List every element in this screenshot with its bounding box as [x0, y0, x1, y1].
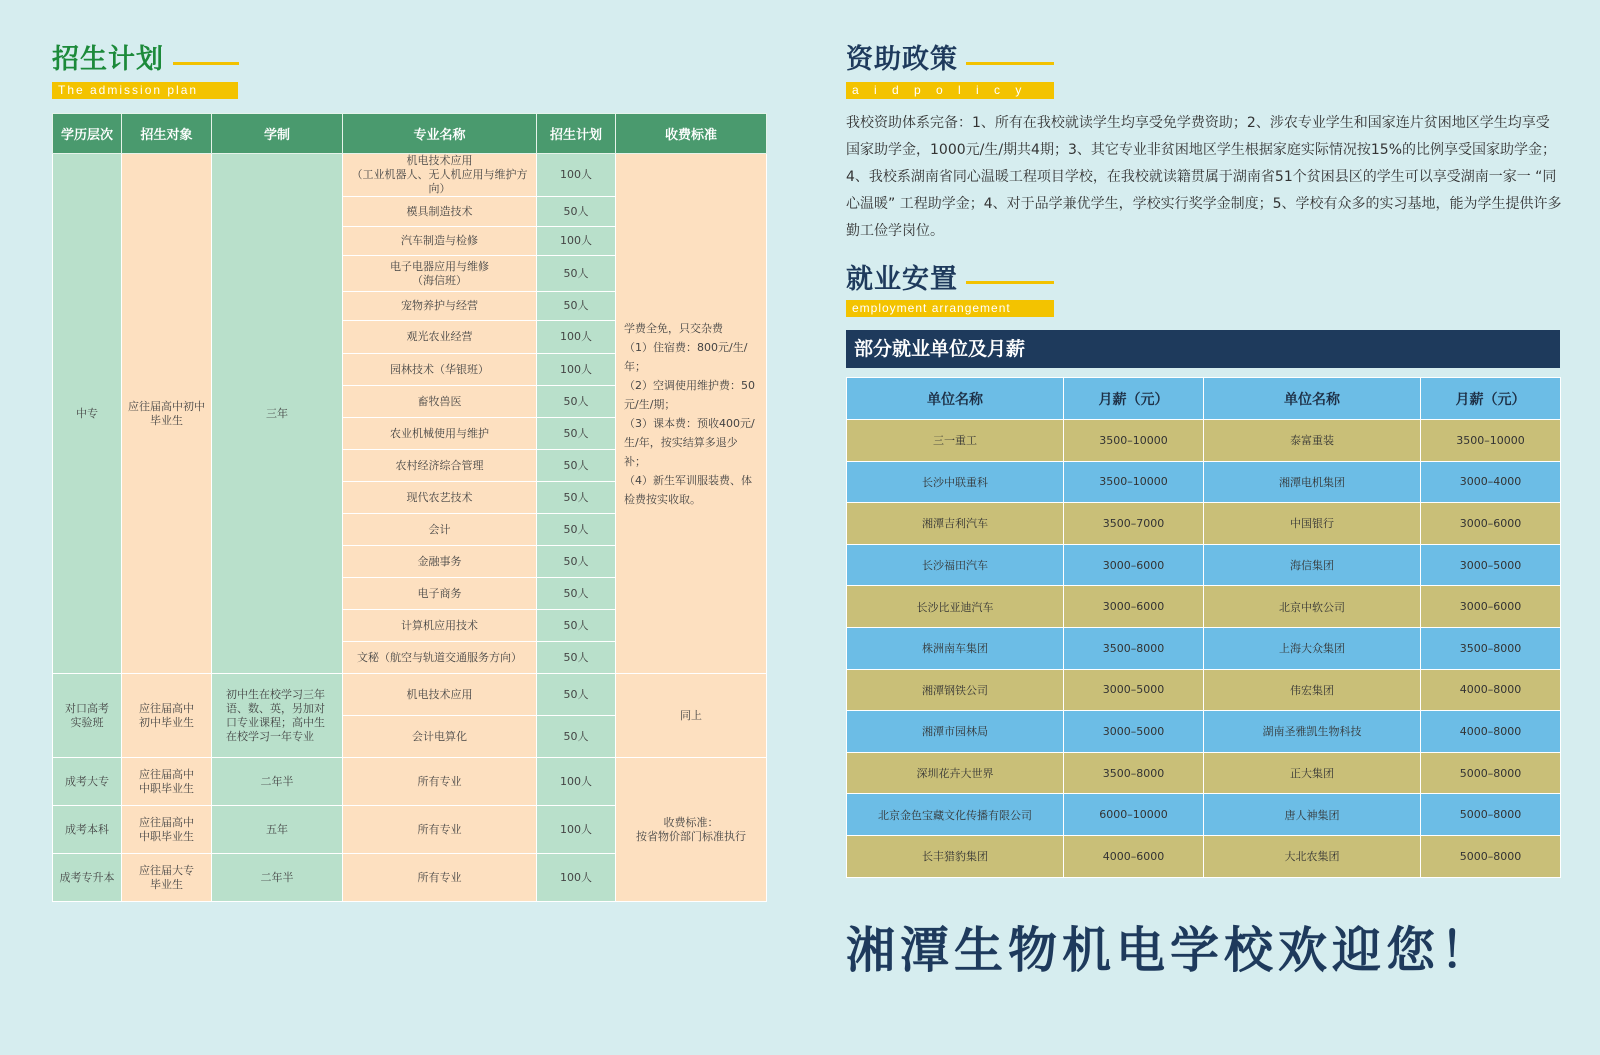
- company-cell: 长沙福田汽车: [847, 544, 1064, 586]
- company-cell: 深圳花卉大世界: [847, 752, 1064, 794]
- fee-cell: 收费标准： 按省物价部门标准执行: [616, 758, 767, 902]
- employment-table: [846, 377, 1561, 878]
- company-cell: 正大集团: [1204, 752, 1421, 794]
- table-row: [847, 835, 1561, 877]
- plan-cell: 50人: [537, 610, 616, 642]
- salary-cell: 3000–5000: [1064, 711, 1204, 753]
- major-cell: 所有专业: [343, 758, 537, 806]
- fee-cell: 同上: [616, 674, 767, 758]
- table-row: [847, 420, 1561, 462]
- salary-cell: 3000–6000: [1421, 503, 1561, 545]
- salary-cell: 3500–7000: [1064, 503, 1204, 545]
- admission-table: [52, 113, 767, 902]
- company-cell: 湘潭钢铁公司: [847, 669, 1064, 711]
- employment-header-row: [847, 378, 1561, 420]
- plan-cell: 50人: [537, 450, 616, 482]
- table-row: [847, 627, 1561, 669]
- company-cell: 唐人神集团: [1204, 794, 1421, 836]
- salary-cell: 6000–10000: [1064, 794, 1204, 836]
- major-cell: 园林技术（华银班）: [343, 354, 537, 386]
- salary-cell: 3500–8000: [1064, 627, 1204, 669]
- aid-policy-text: 我校资助体系完备：1、所有在我校就读学生均享受免学费资助；2、涉农专业学生和国家连片贫困地区学生均享受国家助学金，1000元/生/期共4期；3、其它专业非贫困地区学生根据家庭实际情况按15%的比例享受国家助学金；4、我校系湖南省同心温暖工程项目学校，在我校就读籍贯属于湖南省51个贫困县区的学生可以享受湖南一家一 “同心温暖” 工程助学金；4、对于品学兼优学生，学校实行奖学金制度；5、学校有众多的实习基地，能为学生提供许多勤工俭学岗位。: [846, 115, 1562, 239]
- employment-title: 就业安置: [846, 264, 958, 295]
- admission-title: 招生计划: [52, 44, 164, 75]
- plan-cell: 50人: [537, 578, 616, 610]
- aid-title: 资助政策: [846, 44, 958, 75]
- major-cell: 电子商务: [343, 578, 537, 610]
- employment-heading: [846, 264, 958, 296]
- company-cell: 株洲南车集团: [847, 627, 1064, 669]
- table-row: [847, 586, 1561, 628]
- major-cell: 会计: [343, 514, 537, 546]
- duration-cell: 三年: [212, 154, 343, 674]
- duration-cell: 五年: [212, 806, 343, 854]
- level-cell: 成考本科: [53, 806, 122, 854]
- table-row: [53, 758, 767, 806]
- salary-cell: 3000–6000: [1064, 586, 1204, 628]
- major-cell: 计算机应用技术: [343, 610, 537, 642]
- company-cell: 泰富重装: [1204, 420, 1421, 462]
- table-row: [847, 752, 1561, 794]
- company-cell: 北京金色宝藏文化传播有限公司: [847, 794, 1064, 836]
- table-row: [53, 154, 767, 197]
- salary-cell: 4000–6000: [1064, 835, 1204, 877]
- plan-cell: 50人: [537, 256, 616, 292]
- plan-cell: 50人: [537, 642, 616, 674]
- major-cell: 所有专业: [343, 854, 537, 902]
- company-cell: 湘潭电机集团: [1204, 461, 1421, 503]
- duration-cell: 二年半: [212, 854, 343, 902]
- major-cell: 现代农艺技术: [343, 482, 537, 514]
- target-cell: 应往届高中 中职毕业生: [122, 806, 212, 854]
- salary-cell: 5000–8000: [1421, 835, 1561, 877]
- company-cell: 湖南圣雅凯生物科技: [1204, 711, 1421, 753]
- level-cell: 中专: [53, 154, 122, 674]
- major-cell: 机电技术应用: [343, 674, 537, 716]
- plan-cell: 100人: [537, 321, 616, 354]
- plan-cell: 50人: [537, 514, 616, 546]
- salary-cell: 3000–5000: [1421, 544, 1561, 586]
- major-cell: 农业机械使用与维护: [343, 418, 537, 450]
- major-cell: 畜牧兽医: [343, 386, 537, 418]
- major-cell: 宠物养护与经营: [343, 292, 537, 321]
- table-row: [847, 669, 1561, 711]
- plan-cell: 100人: [537, 854, 616, 902]
- company-cell: 长沙中联重科: [847, 461, 1064, 503]
- table-row: [53, 674, 767, 716]
- duration-cell: 二年半: [212, 758, 343, 806]
- plan-cell: 50人: [537, 292, 616, 321]
- salary-cell: 4000–8000: [1421, 711, 1561, 753]
- admission-subtitle: The admission plan: [52, 82, 238, 99]
- table-row: [847, 544, 1561, 586]
- company-cell: 湘潭市园林局: [847, 711, 1064, 753]
- plan-cell: 50人: [537, 716, 616, 758]
- aid-heading: [846, 44, 958, 76]
- table-row: [847, 461, 1561, 503]
- target-cell: 应往届高中初中毕业生: [122, 154, 212, 674]
- major-cell: 电子电器应用与维修 （海信班）: [343, 256, 537, 292]
- plan-cell: 100人: [537, 354, 616, 386]
- plan-cell: 50人: [537, 482, 616, 514]
- major-cell: 会计电算化: [343, 716, 537, 758]
- header-cell: 专业名称: [343, 114, 537, 154]
- target-cell: 应往届高中 中职毕业生: [122, 758, 212, 806]
- header-cell: 收费标准: [616, 114, 767, 154]
- header-cell: 学制: [212, 114, 343, 154]
- header-cell: 招生计划: [537, 114, 616, 154]
- company-cell: 海信集团: [1204, 544, 1421, 586]
- major-cell: 模具制造技术: [343, 197, 537, 227]
- fee-cell: 学费全免，只交杂费 （1）住宿费：800元/生/年； （2）空调使用维护费：50元/生/期； （3）课本费：预收400元/生/年，按实结算多退少补； （4）新生军训服装费、体检费按实收取。: [616, 154, 767, 674]
- plan-cell: 50人: [537, 674, 616, 716]
- plan-cell: 50人: [537, 418, 616, 450]
- level-cell: 成考专升本: [53, 854, 122, 902]
- plan-cell: 50人: [537, 546, 616, 578]
- plan-cell: 50人: [537, 386, 616, 418]
- company-cell: 湘潭吉利汽车: [847, 503, 1064, 545]
- major-cell: 文秘（航空与轨道交通服务方向）: [343, 642, 537, 674]
- major-cell: 汽车制造与检修: [343, 227, 537, 256]
- employment-subtitle: employment arrangement: [846, 300, 1054, 317]
- major-cell: 所有专业: [343, 806, 537, 854]
- header-cell: 单位名称: [847, 378, 1064, 420]
- aid-title-line: [966, 62, 1054, 65]
- level-cell: 对口高考 实验班: [53, 674, 122, 758]
- salary-cell: 3000–6000: [1421, 586, 1561, 628]
- welcome-banner: 湘潭生物机电学校欢迎您！: [846, 921, 1495, 979]
- salary-cell: 3500–8000: [1064, 752, 1204, 794]
- header-cell: 单位名称: [1204, 378, 1421, 420]
- plan-cell: 50人: [537, 197, 616, 227]
- salary-cell: 4000–8000: [1421, 669, 1561, 711]
- header-cell: 月薪（元）: [1064, 378, 1204, 420]
- salary-cell: 3000–4000: [1421, 461, 1561, 503]
- plan-cell: 100人: [537, 758, 616, 806]
- table-row: [847, 503, 1561, 545]
- level-cell: 成考大专: [53, 758, 122, 806]
- plan-cell: 100人: [537, 154, 616, 197]
- duration-cell: 初中生在校学习三年语、数、英，另加对口专业课程；高中生在校学习一年专业: [212, 674, 343, 758]
- target-cell: 应往届大专 毕业生: [122, 854, 212, 902]
- employment-bar: 部分就业单位及月薪: [846, 330, 1560, 368]
- major-cell: 金融事务: [343, 546, 537, 578]
- salary-cell: 3000–5000: [1064, 669, 1204, 711]
- company-cell: 伟宏集团: [1204, 669, 1421, 711]
- admission-title-line: [173, 62, 239, 65]
- company-cell: 长丰猎豹集团: [847, 835, 1064, 877]
- company-cell: 中国银行: [1204, 503, 1421, 545]
- plan-cell: 100人: [537, 227, 616, 256]
- admission-header-row: [53, 114, 767, 154]
- table-row: [847, 711, 1561, 753]
- company-cell: 北京中软公司: [1204, 586, 1421, 628]
- plan-cell: 100人: [537, 806, 616, 854]
- header-cell: 学历层次: [53, 114, 122, 154]
- company-cell: 三一重工: [847, 420, 1064, 462]
- company-cell: 上海大众集团: [1204, 627, 1421, 669]
- salary-cell: 3000–6000: [1064, 544, 1204, 586]
- target-cell: 应往届高中 初中毕业生: [122, 674, 212, 758]
- employment-title-line: [966, 281, 1054, 284]
- table-row: [847, 794, 1561, 836]
- major-cell: 农村经济综合管理: [343, 450, 537, 482]
- salary-cell: 3500–8000: [1421, 627, 1561, 669]
- salary-cell: 3500–10000: [1421, 420, 1561, 462]
- salary-cell: 5000–8000: [1421, 752, 1561, 794]
- salary-cell: 5000–8000: [1421, 794, 1561, 836]
- company-cell: 大北农集团: [1204, 835, 1421, 877]
- admission-heading: [52, 44, 164, 76]
- aid-subtitle: a i d p o l i c y: [846, 82, 1054, 99]
- salary-cell: 3500–10000: [1064, 461, 1204, 503]
- major-cell: 观光农业经营: [343, 321, 537, 354]
- major-cell: 机电技术应用 （工业机器人、无人机应用与维护方向）: [343, 154, 537, 197]
- header-cell: 月薪（元）: [1421, 378, 1561, 420]
- header-cell: 招生对象: [122, 114, 212, 154]
- company-cell: 长沙比亚迪汽车: [847, 586, 1064, 628]
- salary-cell: 3500–10000: [1064, 420, 1204, 462]
